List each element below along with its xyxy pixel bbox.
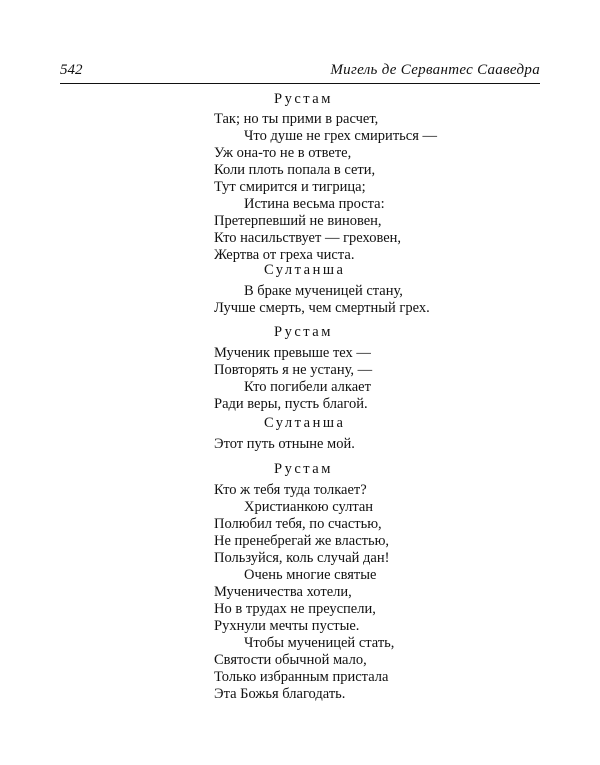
verse-line: Повторять я не устану, — <box>214 362 373 378</box>
speaker-name: Султанша <box>264 262 346 278</box>
running-header <box>60 60 540 82</box>
running-title: Мигель де Сервантес Сааведра <box>330 62 540 78</box>
speaker-name: Рустам <box>274 461 333 477</box>
verse-line: Лучше смерть, чем смертный грех. <box>214 300 430 316</box>
verse-line: Так; но ты прими в расчет, <box>214 111 379 127</box>
speaker-name: Султанша <box>264 415 346 431</box>
verse-line: Святости обычной мало, <box>214 652 367 668</box>
verse-line: Пользуйся, коль случай дан! <box>214 550 390 566</box>
verse-line: Мученичества хотели, <box>214 584 352 600</box>
verse-line: Истина весьма проста: <box>244 196 385 212</box>
verse-line: Кто насильствует — греховен, <box>214 230 402 246</box>
verse-line: Очень многие святые <box>244 567 377 583</box>
verse-line: Кто ж тебя туда толкает? <box>214 482 367 498</box>
verse-line: Жертва от греха чиста. <box>214 247 355 263</box>
verse-line: Что душе не грех смириться — <box>244 128 437 144</box>
verse-line: Претерпевший не виновен, <box>214 213 382 229</box>
verse-line: Христианкою султан <box>244 499 374 515</box>
speaker-name: Рустам <box>274 91 333 107</box>
verse-line: Коли плоть попала в сети, <box>214 162 376 178</box>
verse-line: Ради веры, пусть благой. <box>214 396 368 412</box>
verse-line: Чтобы мученицей стать, <box>244 635 395 651</box>
verse-line: Уж она-то не в ответе, <box>214 145 352 161</box>
verse-line: Полюбил тебя, по счастью, <box>214 516 382 532</box>
verse-line: Тут смирится и тигрица; <box>214 179 366 195</box>
verse-line: Мученик превыше тех — <box>214 345 371 361</box>
verse-line: Рухнули мечты пустые. <box>214 618 360 634</box>
verse-line: Но в трудах не преуспели, <box>214 601 376 617</box>
page-number: 542 <box>60 62 83 78</box>
speaker-name: Рустам <box>274 324 333 340</box>
header-rule <box>60 83 540 84</box>
verse-line: В браке мученицей стану, <box>244 283 403 299</box>
verse-line: Эта Божья благодать. <box>214 686 346 702</box>
verse-line: Только избранным пристала <box>214 669 389 685</box>
verse-line: Этот путь отныне мой. <box>214 436 355 452</box>
verse-line: Не пренебрегай же властью, <box>214 533 390 549</box>
verse-line: Кто погибели алкает <box>244 379 371 395</box>
